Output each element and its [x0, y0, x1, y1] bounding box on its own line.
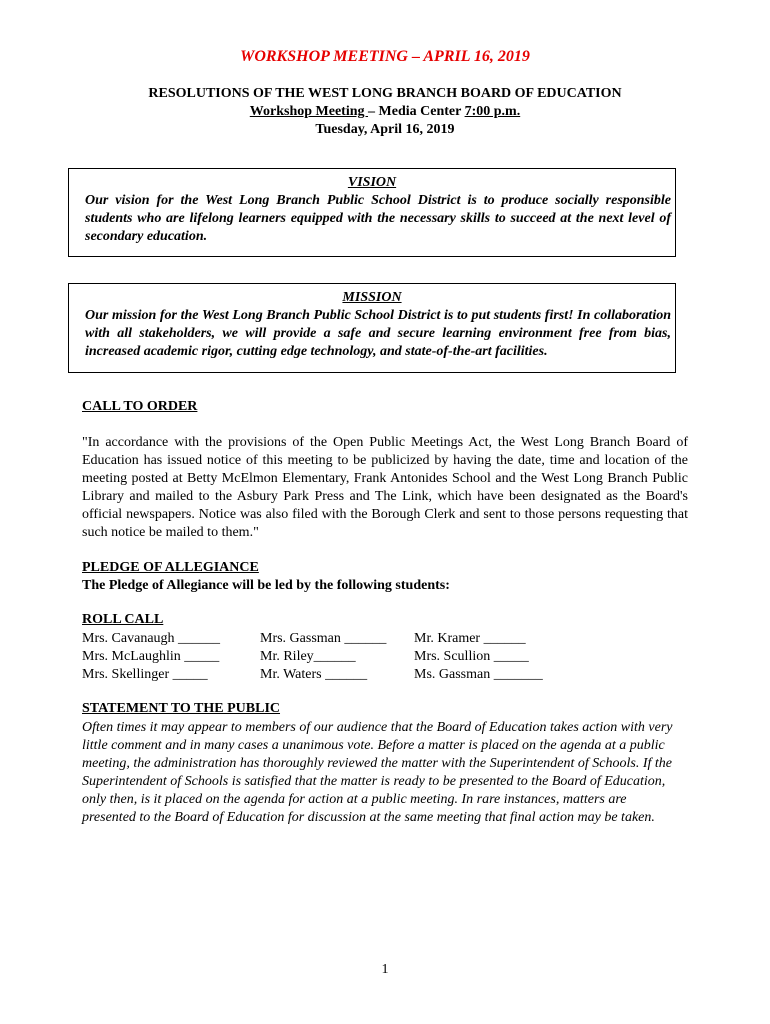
- meeting-location: – Media Center: [368, 104, 465, 119]
- roll-call-member: Mrs. McLaughlin _____: [82, 649, 220, 664]
- roll-call-column-3: [414, 630, 543, 684]
- document-title: WORKSHOP MEETING – APRIL 16, 2019: [240, 48, 530, 65]
- call-to-order-heading: CALL TO ORDER: [82, 399, 198, 414]
- mission-text: Our mission for the West Long Branch Public School District is to put students first! In collaboration with all stakeholders, we will provide a safe and secure learning environment free from bias, increased academic rigor, cutting edge technology, and state-of-the-art facilities.: [85, 308, 671, 359]
- resolutions-heading: RESOLUTIONS OF THE WEST LONG BRANCH BOARD OF EDUCATION: [148, 86, 622, 101]
- roll-call-column-1: [82, 630, 220, 684]
- meeting-time: 7:00 p.m.: [464, 104, 521, 119]
- roll-call-heading: ROLL CALL: [82, 612, 164, 627]
- vision-box: [68, 168, 676, 257]
- meeting-line: [0, 104, 770, 120]
- meeting-date: Tuesday, April 16, 2019: [315, 122, 455, 137]
- roll-call-member: Mrs. Scullion _____: [414, 649, 529, 664]
- roll-call-member: Mr. Kramer ______: [414, 631, 526, 646]
- roll-call-member: Mrs. Cavanaugh ______: [82, 631, 221, 646]
- roll-call-member: Ms. Gassman _______: [414, 667, 543, 682]
- meeting-label: Workshop Meeting: [249, 104, 369, 119]
- roll-call-member: Mrs. Gassman ______: [260, 631, 387, 646]
- mission-heading: MISSION: [342, 290, 402, 305]
- pledge-heading: PLEDGE OF ALLEGIANCE: [82, 560, 259, 575]
- statement-text: Often times it may appear to members of our audience that the Board of Education takes action with very little comment and in many cases a unanimous vote. Before a matter is placed on the agenda at a public meeting, the administration has thoroughly reviewed the matter with the Superintendent of Schools. If the Superintendent of Schools is satisfied that the matter is ready to be presented to the Board of Education, only then, is it placed on the agenda for action at a public meeting. In rare instances, matters are presented to the Board of Education for discussion at the same meeting that final action may be taken.: [82, 720, 673, 825]
- page-number: 1: [381, 962, 389, 977]
- statement-heading: STATEMENT TO THE PUBLIC: [82, 701, 281, 716]
- mission-box: [68, 283, 676, 373]
- vision-text: Our vision for the West Long Branch Public School District is to produce socially responsible students who are lifelong learners equipped with the necessary skills to succeed at the next level of secondary education.: [85, 193, 671, 244]
- roll-call-member: Mrs. Skellinger _____: [82, 667, 208, 682]
- roll-call-member: Mr. Riley______: [260, 649, 356, 664]
- pledge-text: The Pledge of Allegiance will be led by the following students:: [82, 578, 450, 593]
- roll-call-column-2: [260, 630, 386, 684]
- roll-call-member: Mr. Waters ______: [260, 667, 368, 682]
- vision-heading: VISION: [347, 175, 397, 190]
- call-to-order-text: "In accordance with the provisions of the Open Public Meetings Act, the West Long Branch Board of Education has issued notice of this meeting to be publicized by having the date, time and location of the meeting posted at Betty McElmon Elementary, Frank Antonides School and the West Long Branch Public Library and mailed to the Asbury Park Press and The Link, which have been designated as the Board's official newspapers. Notice was also filed with the Borough Clerk and sent to those persons requesting that such notice be mailed to them.": [82, 435, 688, 540]
